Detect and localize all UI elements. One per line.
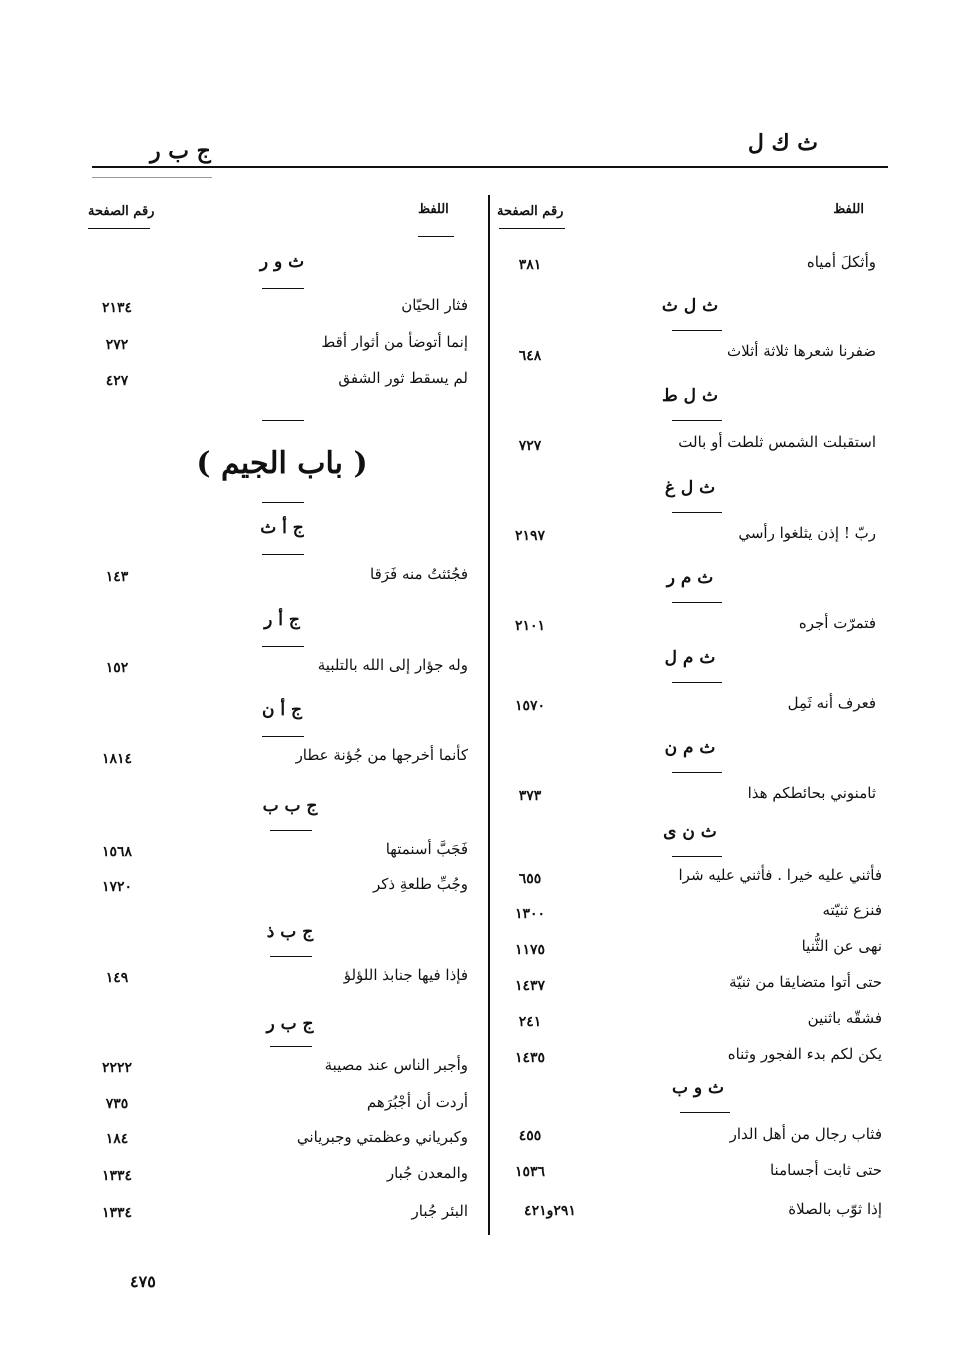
root-underline bbox=[672, 512, 722, 513]
entry-word: أردت أن أجْبُرَهم bbox=[366, 1093, 468, 1111]
entry-word: فجُئثتُ منه فَرَقا bbox=[370, 565, 468, 583]
entry-page: ١٤٣٥ bbox=[514, 1050, 546, 1066]
root-underline bbox=[672, 856, 722, 857]
header-right-root: ث ك ل bbox=[747, 130, 818, 156]
root-heading: ث و ب bbox=[671, 1078, 725, 1098]
entry-page: ٧٣٥ bbox=[105, 1096, 129, 1112]
entry-page: ١٥٧٠ bbox=[514, 698, 546, 714]
entry-page: ٢٩١و٤٢١ bbox=[524, 1203, 576, 1219]
entry-word: إنما أتوضأ من أثوار أقط bbox=[321, 333, 468, 351]
entry-page: ١٧٢٠ bbox=[101, 879, 133, 895]
root-underline bbox=[680, 1112, 730, 1113]
entry-word: لم يسقط ثور الشفق bbox=[338, 369, 468, 387]
entry-word: فَجَبَّ أسنمتها bbox=[385, 840, 468, 858]
root-heading: ث ن ى bbox=[663, 822, 717, 842]
entry-page: ١٥٦٨ bbox=[101, 844, 133, 860]
root-underline bbox=[672, 330, 722, 331]
section-separator bbox=[262, 502, 304, 503]
entry-page: ٧٢٧ bbox=[518, 438, 542, 454]
entry-page: ١٨١٤ bbox=[101, 751, 133, 767]
section-separator bbox=[262, 420, 304, 421]
entry-word: كأنما أخرجها من جُؤنة عطار bbox=[295, 746, 468, 764]
entry-word: ضفرنا شعرها ثلاثة أثلاث bbox=[727, 342, 876, 360]
entry-page: ٢١٠١ bbox=[514, 618, 546, 634]
root-underline bbox=[262, 646, 304, 647]
right-word-header: اللفظ bbox=[833, 202, 864, 217]
root-underline bbox=[270, 830, 312, 831]
entry-page: ١٣٣٤ bbox=[101, 1205, 133, 1221]
root-heading: ث و ر bbox=[259, 252, 305, 272]
entry-page: ٢٤١ bbox=[518, 1014, 542, 1030]
entry-word: ثامنوني بحائطكم هذا bbox=[747, 784, 876, 802]
root-heading: ج ب ر bbox=[266, 1014, 314, 1034]
root-underline bbox=[262, 736, 304, 737]
root-underline bbox=[672, 682, 722, 683]
entry-page: ٤٥٥ bbox=[518, 1128, 542, 1144]
entry-word: فشقّه باثنين bbox=[807, 1009, 882, 1027]
left-word-header-underline bbox=[418, 236, 454, 237]
entry-word: وجُبِّ طلعةِ ذكر bbox=[372, 875, 468, 893]
header-rule bbox=[92, 166, 888, 168]
left-page-header-underline bbox=[88, 228, 150, 229]
entry-word: فثاب رجال من أهل الدار bbox=[729, 1125, 882, 1143]
left-word-header: اللفظ bbox=[418, 202, 449, 217]
entry-word: إذا ثوّب بالصلاة bbox=[788, 1200, 882, 1218]
right-page-header-underline bbox=[499, 228, 565, 229]
entry-page: ٦٥٥ bbox=[518, 871, 542, 887]
right-page-header: رقم الصفحة bbox=[497, 204, 564, 219]
entry-word: فنزع ثنيّته bbox=[822, 901, 882, 919]
entry-page: ٤٢٧ bbox=[105, 373, 129, 389]
root-underline bbox=[672, 420, 722, 421]
entry-word: فعرف أنه ثَمِل bbox=[787, 694, 876, 712]
entry-page: ١٤٣ bbox=[105, 569, 129, 585]
root-heading: ج أ ث bbox=[260, 518, 304, 538]
entry-word: نهى عن الثُّنيا bbox=[801, 937, 882, 955]
root-heading: ج ب ب bbox=[262, 796, 318, 816]
entry-word: حتى أتوا متضايقا من ثنيّة bbox=[729, 973, 882, 991]
entry-page: ٢٧٢ bbox=[105, 337, 129, 353]
entry-page: ١٨٤ bbox=[105, 1131, 129, 1147]
entry-word: والمعدن جُبار bbox=[386, 1164, 468, 1182]
entry-page: ٢١٣٤ bbox=[101, 300, 133, 316]
page-number: ٤٧٥ bbox=[130, 1272, 156, 1291]
entry-page: ٢١٩٧ bbox=[514, 528, 546, 544]
chapter-title: ( باب الجيم ) bbox=[196, 446, 368, 481]
root-heading: ج ب ذ bbox=[266, 922, 314, 942]
column-divider bbox=[488, 195, 490, 1235]
entry-page: ١٣٠٠ bbox=[514, 906, 546, 922]
header-left-root: ج ب ر bbox=[150, 138, 211, 164]
root-underline bbox=[270, 956, 312, 957]
root-underline bbox=[262, 554, 304, 555]
entry-word: فأثني عليه خيرا . فأثني عليه شرا bbox=[678, 866, 882, 884]
entry-page: ١٥٣٦ bbox=[514, 1164, 546, 1180]
entry-page: ١١٧٥ bbox=[514, 942, 546, 958]
entry-word: يكن لكم بدء الفجور وثناه bbox=[727, 1045, 882, 1063]
entry-page: ٦٤٨ bbox=[518, 348, 542, 364]
entry-word: استقبلت الشمس ثلطت أو بالت bbox=[678, 433, 876, 451]
entry-word: وأجبر الناس عند مصيبة bbox=[324, 1056, 468, 1074]
entry-word: فثار الحيّان bbox=[401, 296, 468, 314]
entry-word: ربّ ! إذن يثلغوا رأسي bbox=[738, 524, 876, 542]
root-heading: ث م ن bbox=[664, 738, 716, 758]
root-heading: ج أ ن bbox=[261, 700, 303, 720]
entry-page: ١٣٣٤ bbox=[101, 1168, 133, 1184]
entry-word: البئر جُبار bbox=[411, 1202, 468, 1220]
root-heading: ث ل ط bbox=[662, 386, 718, 406]
entry-word: حتى ثابت أجسامنا bbox=[769, 1161, 882, 1179]
entry-word: وكبرياني وعظمتي وجبرياني bbox=[296, 1128, 468, 1146]
root-heading: ج أ ر bbox=[264, 610, 300, 630]
root-underline bbox=[672, 772, 722, 773]
entry-page: ١٤٩ bbox=[105, 970, 129, 986]
entry-page: ٣٧٣ bbox=[518, 788, 542, 804]
root-heading: ث م ل bbox=[664, 648, 716, 668]
header-rule-faint bbox=[92, 177, 212, 178]
root-heading: ث م ر bbox=[666, 568, 714, 588]
root-underline bbox=[672, 602, 722, 603]
root-underline bbox=[262, 288, 304, 289]
entry-word: فإذا فيها جنابذ اللؤلؤ bbox=[343, 966, 468, 984]
entry-page: ٢٢٢٢ bbox=[101, 1060, 133, 1076]
left-page-header: رقم الصفحة bbox=[88, 204, 155, 219]
entry-page: ١٤٣٧ bbox=[514, 978, 546, 994]
root-heading: ث ل ث bbox=[661, 296, 719, 316]
root-underline bbox=[270, 1046, 312, 1047]
entry-page: ١٥٢ bbox=[105, 660, 129, 676]
root-heading: ث ل غ bbox=[664, 478, 716, 498]
entry-word: وأثكلَ أمياه bbox=[806, 253, 876, 271]
entry-word: وله جؤار إلى الله بالتلبية bbox=[317, 656, 468, 674]
entry-word: فتمرّت أجره bbox=[798, 614, 876, 632]
entry-page: ٣٨١ bbox=[518, 257, 542, 273]
